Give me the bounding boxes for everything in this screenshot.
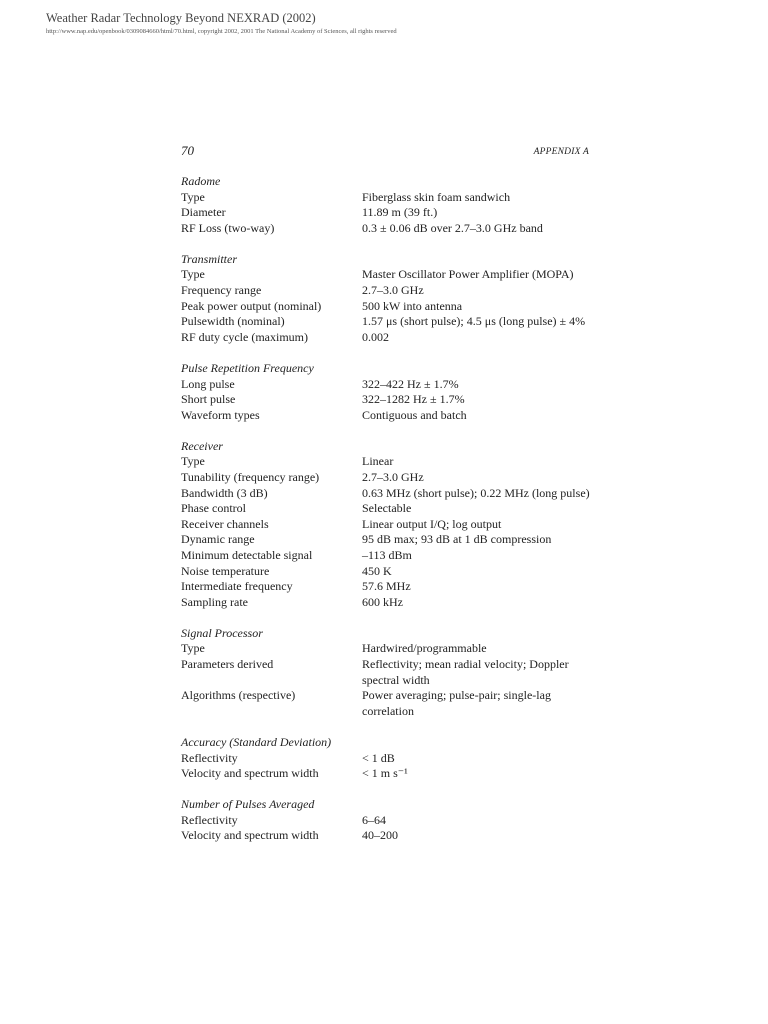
running-head: APPENDIX A (533, 147, 589, 157)
spec-section (181, 361, 601, 423)
spec-value: –113 dBm (362, 547, 412, 562)
section-title: Receiver (181, 438, 223, 453)
spec-row (181, 564, 601, 580)
spec-row (181, 501, 601, 517)
spec-value: 0.63 MHz (short pulse); 0.22 MHz (long pulse) (362, 485, 590, 500)
spec-value: 1.57 μs (short pulse); 4.5 μs (long pulse) ± 4% (362, 314, 586, 329)
spec-row (181, 579, 601, 595)
spec-label: Pulsewidth (nominal) (181, 314, 285, 329)
spec-row (181, 657, 601, 688)
spec-section (181, 252, 601, 346)
spec-value: < 1 m s⁻¹ (362, 766, 408, 781)
spec-row (181, 221, 601, 237)
spec-label: Diameter (181, 205, 226, 220)
spec-value: 57.6 MHz (362, 579, 411, 594)
spec-label: Algorithms (respective) (181, 688, 296, 703)
spec-label: Peak power output (nominal) (181, 298, 322, 313)
spec-value: Linear output I/Q; log output (362, 516, 502, 531)
spec-label: Type (181, 267, 205, 282)
spec-label: Velocity and spectrum width (181, 828, 319, 843)
spec-value: 600 kHz (362, 594, 403, 609)
spec-value: 11.89 m (39 ft.) (362, 205, 438, 220)
spec-value: 0.002 (362, 329, 389, 344)
spec-row (181, 813, 601, 829)
spec-label: Reflectivity (181, 812, 238, 827)
spec-row (181, 392, 601, 408)
spec-value: 95 dB max; 93 dB at 1 dB compression (362, 532, 552, 547)
spec-label: Short pulse (181, 392, 236, 407)
spec-label: RF Loss (two-way) (181, 220, 275, 235)
spec-row (181, 751, 601, 767)
spec-section (181, 797, 601, 844)
spec-row (181, 299, 601, 315)
section-title: Pulse Repetition Frequency (181, 360, 314, 375)
spec-label: Sampling rate (181, 594, 248, 609)
spec-row (181, 190, 601, 206)
spec-value: 0.3 ± 0.06 dB over 2.7–3.0 GHz band (362, 220, 543, 235)
spec-label: Intermediate frequency (181, 579, 293, 594)
spec-row (181, 766, 601, 782)
spec-row (181, 470, 601, 486)
spec-row (181, 408, 601, 424)
section-title: Number of Pulses Averaged (181, 797, 315, 812)
specification-list (181, 174, 601, 859)
spec-label: Minimum detectable signal (181, 547, 313, 562)
book-title: Weather Radar Technology Beyond NEXRAD (2002) (46, 11, 316, 25)
spec-label: RF duty cycle (maximum) (181, 329, 308, 344)
document-header (46, 11, 746, 36)
spec-value: Power averaging; pulse-pair; single-lag correlation (362, 688, 551, 718)
spec-value: 40–200 (362, 828, 398, 843)
spec-value: Fiberglass skin foam sandwich (362, 189, 511, 204)
spec-label: Receiver channels (181, 516, 269, 531)
spec-value: 2.7–3.0 GHz (362, 283, 424, 298)
spec-label: Waveform types (181, 407, 260, 422)
spec-value: 450 K (362, 563, 392, 578)
spec-label: Bandwidth (3 dB) (181, 485, 268, 500)
spec-label: Type (181, 189, 205, 204)
spec-value: Contiguous and batch (362, 407, 467, 422)
spec-value: Hardwired/programmable (362, 641, 487, 656)
spec-row (181, 595, 601, 611)
spec-section (181, 735, 601, 782)
spec-row (181, 454, 601, 470)
spec-label: Dynamic range (181, 532, 255, 547)
spec-row (181, 548, 601, 564)
spec-value: Reflectivity; mean radial velocity; Doppler spectral width (362, 657, 569, 687)
spec-value: < 1 dB (362, 750, 395, 765)
spec-label: Velocity and spectrum width (181, 766, 319, 781)
spec-row (181, 486, 601, 502)
spec-row (181, 517, 601, 533)
spec-label: Phase control (181, 501, 246, 516)
spec-label: Parameters derived (181, 657, 274, 672)
source-url-line: http://www.nap.edu/openbook/0309084660/html/70.html, copyright 2002, 2001 The National Academy of Sciences, all rights reserved (46, 28, 397, 35)
spec-row (181, 828, 601, 844)
spec-row (181, 532, 601, 548)
section-title: Transmitter (181, 251, 238, 266)
spec-section (181, 174, 601, 236)
spec-row (181, 641, 601, 657)
section-title: Signal Processor (181, 625, 263, 640)
spec-row (181, 330, 601, 346)
spec-label: Reflectivity (181, 750, 238, 765)
spec-value: Master Oscillator Power Amplifier (MOPA) (362, 267, 574, 282)
spec-row (181, 314, 601, 330)
spec-label: Type (181, 454, 205, 469)
spec-label: Long pulse (181, 376, 235, 391)
spec-row (181, 283, 601, 299)
section-title: Accuracy (Standard Deviation) (181, 734, 332, 749)
spec-value: 322–1282 Hz ± 1.7% (362, 392, 465, 407)
spec-value: 2.7–3.0 GHz (362, 470, 424, 484)
spec-value: 500 kW into antenna (362, 298, 463, 313)
spec-row (181, 688, 601, 719)
spec-label: Type (181, 641, 205, 656)
spec-label: Tunability (frequency range) (181, 470, 320, 484)
spec-label: Noise temperature (181, 563, 270, 578)
spec-label: Frequency range (181, 283, 262, 298)
spec-value: Selectable (362, 501, 412, 516)
spec-row (181, 205, 601, 221)
spec-section (181, 626, 601, 720)
spec-value: 322–422 Hz ± 1.7% (362, 376, 459, 391)
spec-row (181, 267, 601, 283)
spec-value: 6–64 (362, 812, 386, 827)
section-title: Radome (181, 174, 221, 188)
spec-section (181, 439, 601, 611)
page-number: 70 (181, 143, 194, 158)
spec-row (181, 377, 601, 393)
spec-value: Linear (362, 454, 394, 469)
